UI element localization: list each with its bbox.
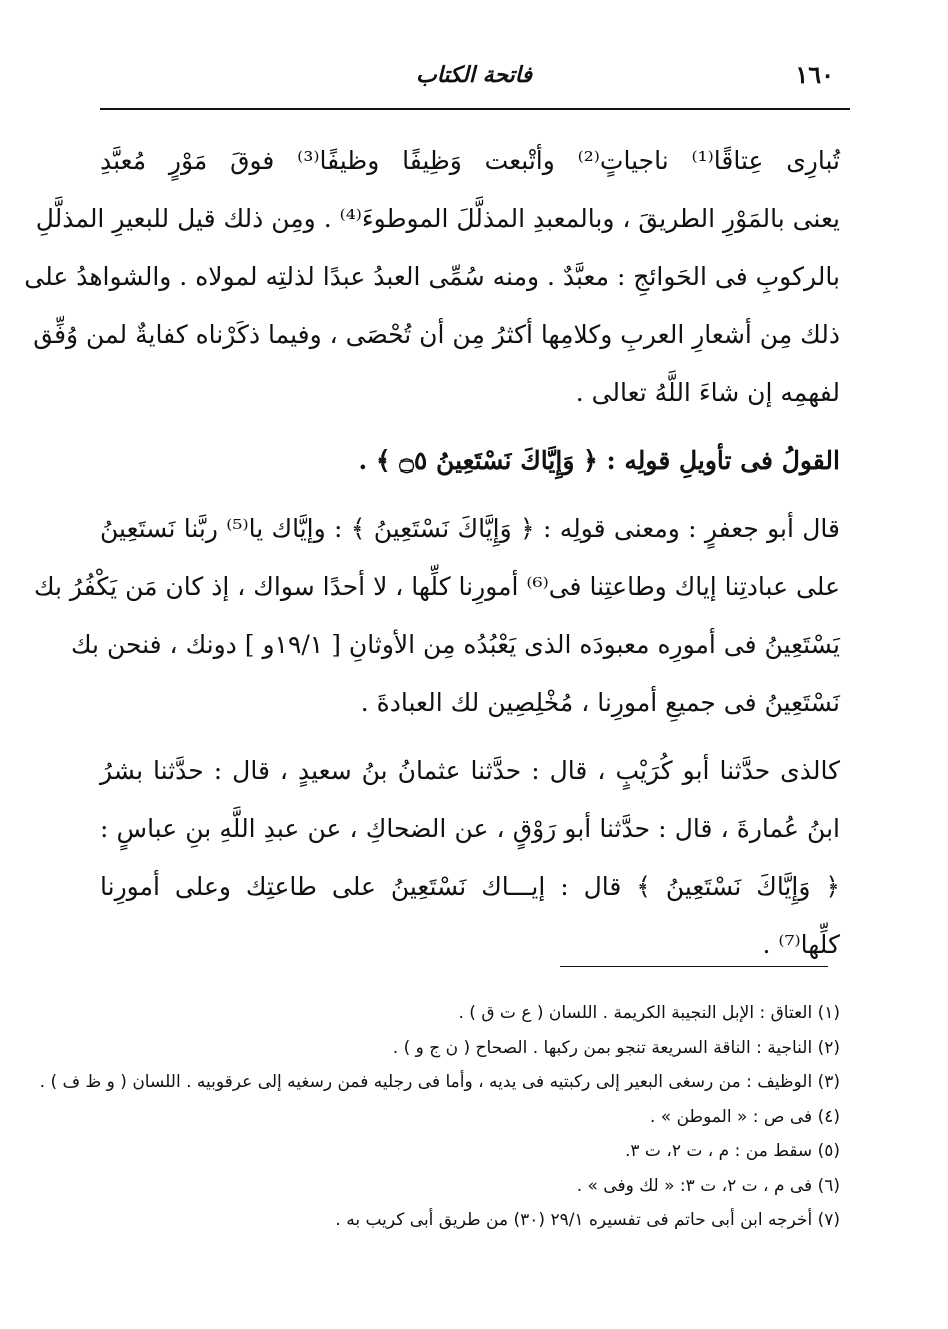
paragraph-1-line-2: بالركوبِ فى الحَوائجِ : معبَّدٌ . ومنه سُمِّى العبدُ عبدًا لذلتِه لمولاه . والشواهدُ على [24, 262, 840, 291]
paragraph-3-line-2: ابنُ عُمارةَ ، قال : حدَّثنا أبو رَوْقٍ ، عن الضحاكِ ، عن عبدِ اللَّهِ بنِ عباسٍ : [100, 814, 840, 843]
paragraph-1-line-1: يعنى بالمَوْرِ الطريقَ ، وبالمعبدِ المذلَّلَ الموطوءَ⁽⁴⁾ . ومِن ذلك قيل للبعيرِ المذلَّلِ [35, 204, 840, 233]
paragraph-2-line-3: يَسْتَعِينُ فى أمورِه معبودَه الذى يَعْبُدُه مِن الأوثانِ [ ١٩/١و ] دونك ، فنحن بك [70, 630, 840, 659]
running-title: فاتحة الكتاب [415, 62, 532, 88]
paragraph-1-line-3: ذلك مِن أشعارِ العربِ وكلامِها أكثرُ مِن أن تُحْصَى ، وفيما ذكَرْناه كفايةٌ لمن وُفِّق [33, 320, 840, 349]
paragraph-1-line-4: لفهمِه إن شاءَ اللَّهُ تعالى . [575, 378, 840, 407]
footnotes [39, 996, 840, 1238]
footnote-rule [560, 966, 828, 967]
footnote-4: (٤) فى ص : « الموطن » . [649, 1106, 840, 1127]
page-header [100, 58, 848, 98]
footnote-3: (٣) الوظيف : من رسغى البعير إلى ركبتيه فى يديه ، وأما فى رجليه فمن رسغيه إلى عرقوبيه . اللسان ( و ظ ف ) . [39, 1072, 840, 1092]
page-number: ١٦٠ [795, 60, 834, 89]
footnote-6: (٦) فى م ، ت ٢، ت ٣: « لك وفى » . [576, 1175, 840, 1196]
paragraph-2-line-2: على عبادتِنا إياك وطاعتِنا فى⁽⁶⁾ أمورِنا كلِّها ، لا أحدًا سواك ، إذ كان مَن يَكْفُرُ بك [33, 572, 840, 601]
paragraph-3-line-1: كالذى حدَّثنا أبو كُرَيْبٍ ، قال : حدَّثنا عثمانُ بنُ سعيدٍ ، قال : حدَّثنا بشرُ [100, 756, 840, 785]
paragraph-2-line-1: قال أبو جعفرٍ : ومعنى قولِه : ﴿ وَإِيَّاكَ نَسْتَعِينُ ﴾ : وإيَّاك يا⁽⁵⁾ ربَّنا نَستَعِينُ [100, 514, 840, 543]
paragraph-3-line-3: ﴿ وَإِيَّاكَ نَسْتَعِينُ ﴾ قال : إيـــاك نَسْتَعِينُ على طاعتِك وعلى أمورِنا [100, 872, 840, 901]
header-rule [100, 108, 850, 110]
paragraph-3-line-4: كلِّها⁽⁷⁾ . [762, 930, 840, 959]
footnote-2: (٢) الناجية : الناقة السريعة تنجو بمن ركبها . الصحاح ( ن ج و ) . [392, 1037, 840, 1058]
footnote-7: (٧) أخرجه ابن أبى حاتم فى تفسيره ٢٩/١ (٣٠) من طريق أبى كريب به . [335, 1210, 840, 1230]
main-text [24, 132, 840, 974]
section-heading: القولُ فى تأويلِ قولِه : ﴿ وَإِيَّاكَ نَسْتَعِينُ ۝٥ ﴾ . [358, 446, 840, 475]
footnote-5: (٥) سقط من : م ، ت ٢، ت ٣. [624, 1141, 840, 1161]
verse-line: تُبارِى عِتاقًا⁽¹⁾ ناجياتٍ⁽²⁾ وأتْبعت وَظِيفًا وظيفًا⁽³⁾ فوقَ مَوْرٍ مُعبَّدِ [100, 146, 840, 175]
footnote-1: (١) العتاق : الإبل النجيبة الكريمة . اللسان ( ع ت ق ) . [458, 1003, 840, 1023]
paragraph-2-line-4: نَسْتَعِينُ فى جميعِ أمورِنا ، مُخْلِصِين لك العبادةَ . [360, 688, 840, 717]
